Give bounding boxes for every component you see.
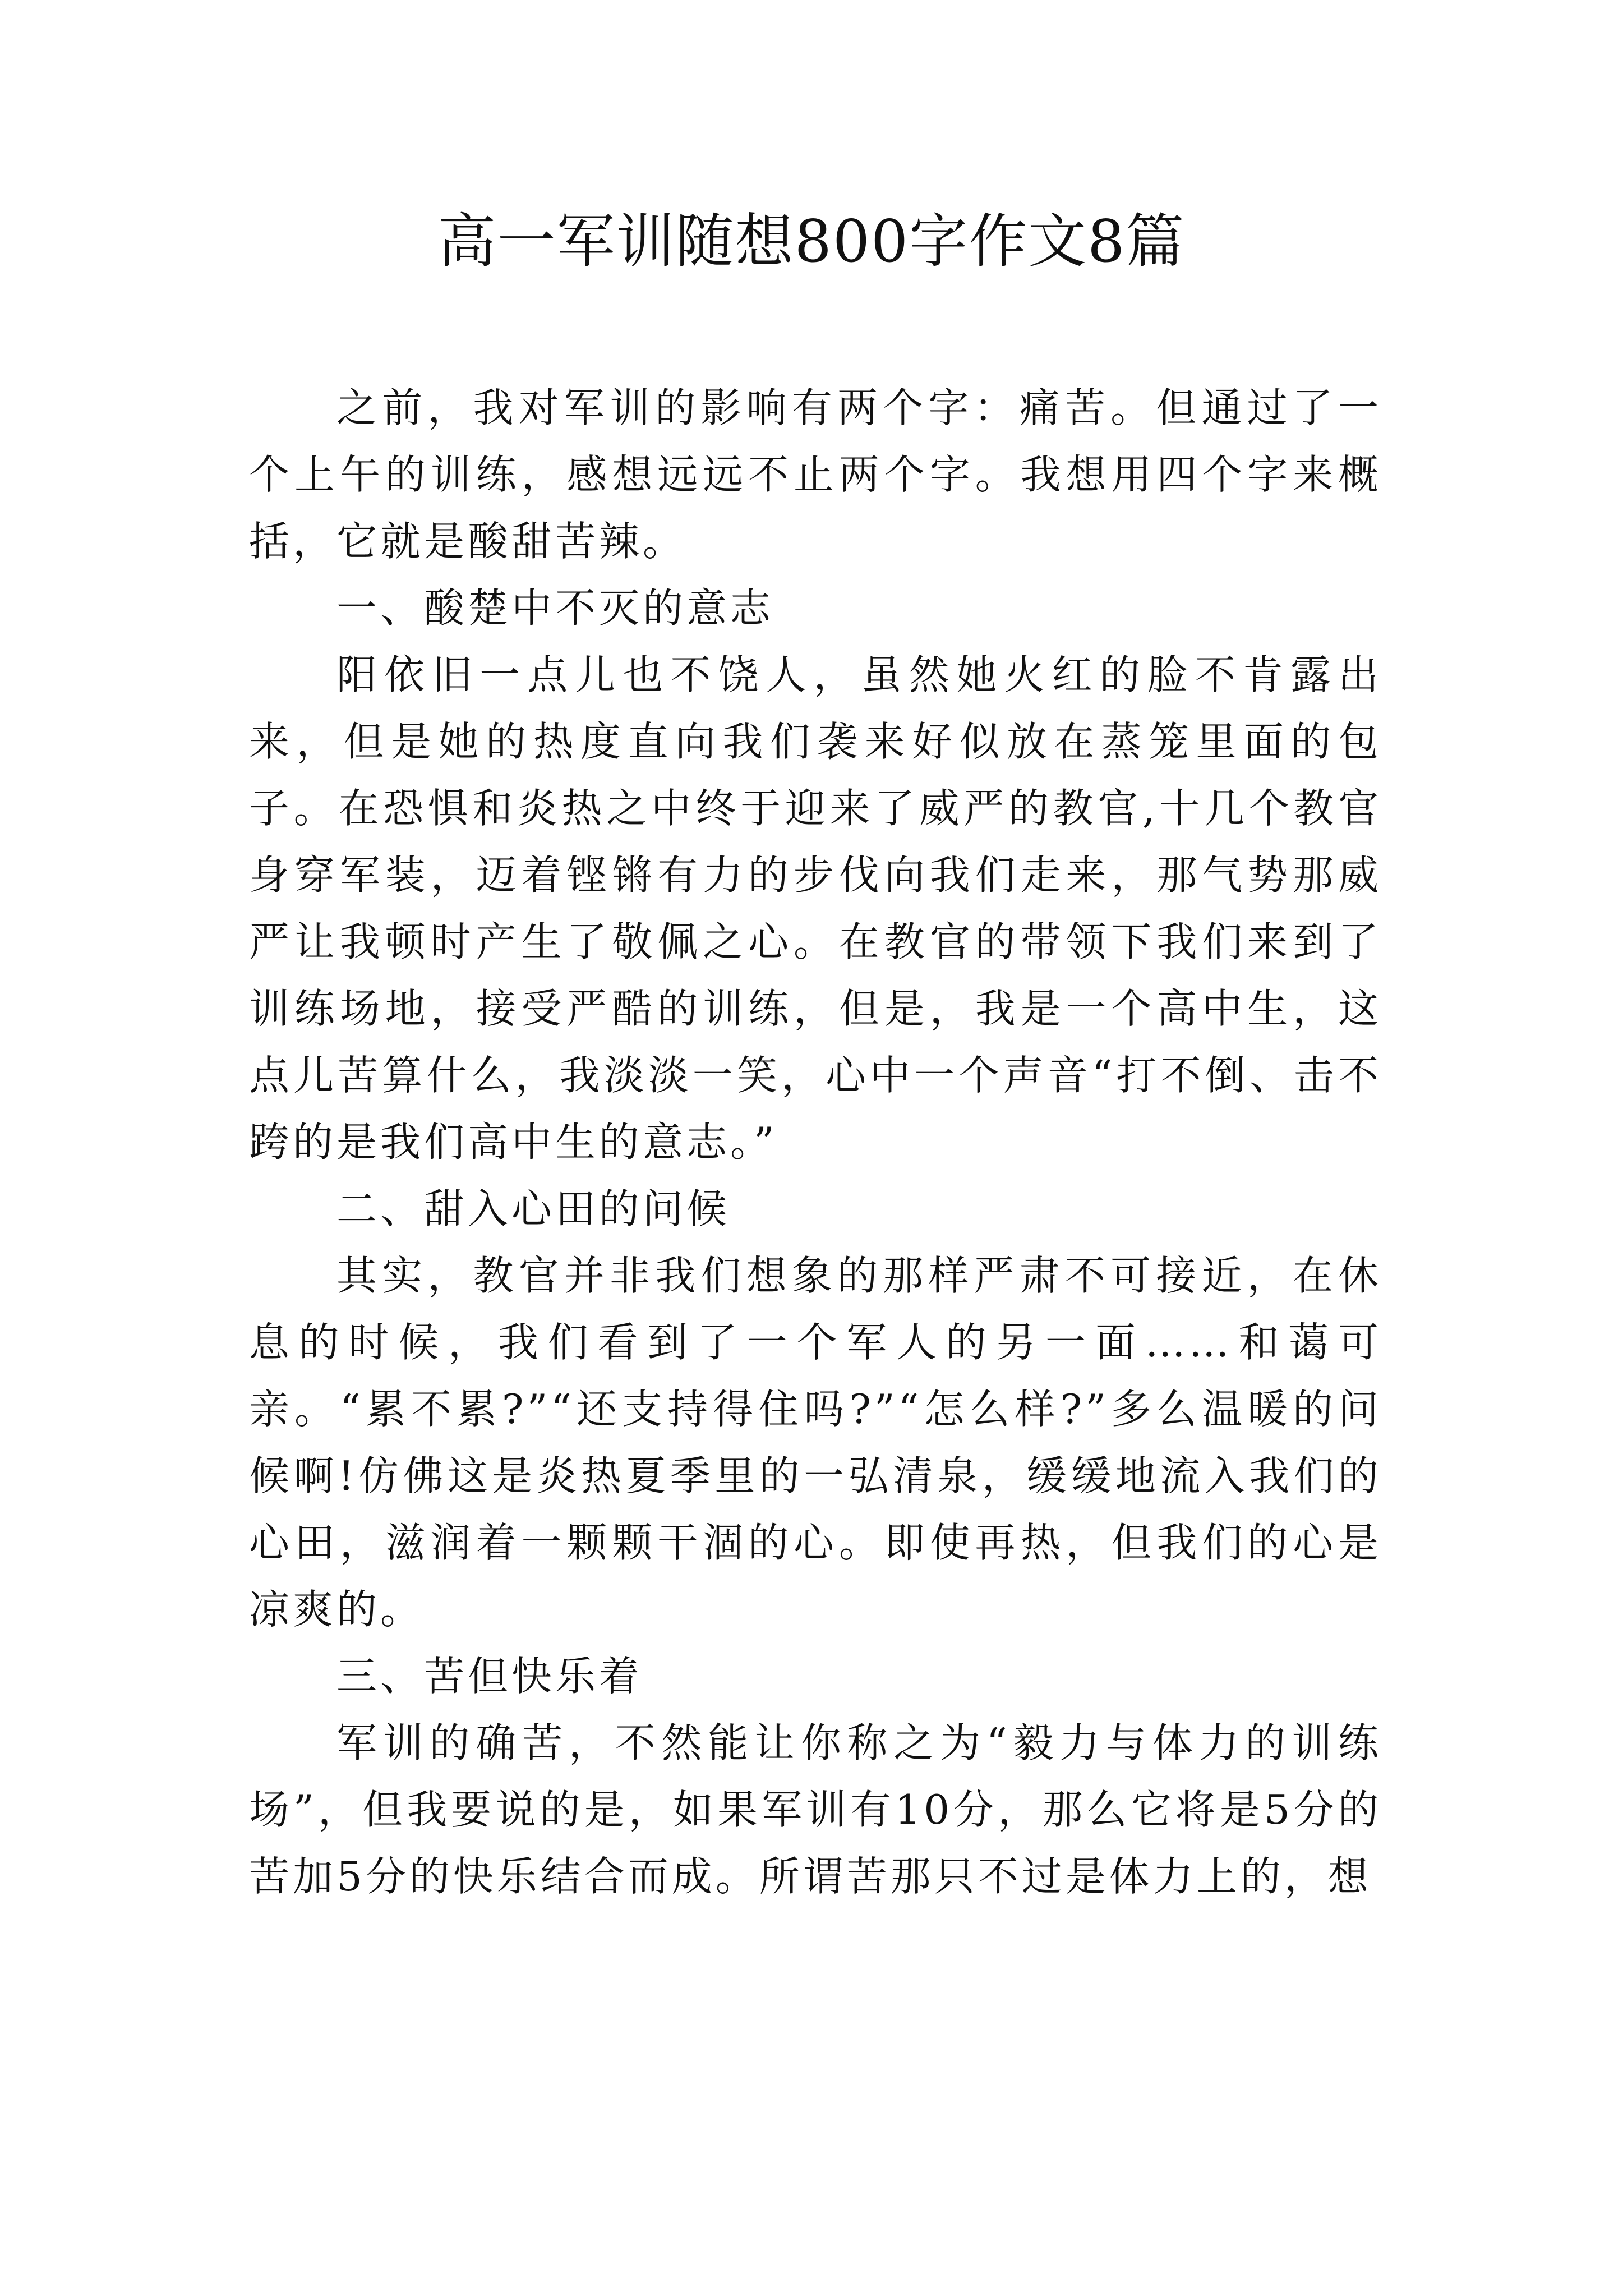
section-heading-1: 一、酸楚中不灭的意志	[336, 585, 774, 632]
paragraph-intro: 之前，我对军训的影响有两个字：痛苦。但通过了一个上午的训练，感想远远不止两个字。我想用四个字来概括，它就是酸甜苦辣。	[249, 384, 1382, 565]
section-heading-3: 三、苦但快乐着	[336, 1653, 643, 1700]
paragraph-section-3: 军训的确苦，不然能让你称之为“毅力与体力的训练场”，但我要说的是，如果军训有10分，那么它将是5分的苦加5分的快乐结合而成。所谓苦那只不过是体力上的，想	[249, 1719, 1382, 1900]
document-title: 高一军训随想800字作文8篇	[437, 207, 1186, 275]
paragraph-section-2: 其实，教官并非我们想象的那样严肃不可接近，在休息的时候，我们看到了一个军人的另一面……和蔼可亲。“累不累?”“还支持得住吗?”“怎么样?”多么温暖的问候啊!仿佛这是炎热夏季里的一弘清泉，缓缓地流入我们的心田，滋润着一颗颗干涸的心。即使再热，但我们的心是凉爽的。	[249, 1252, 1382, 1633]
document-body	[249, 375, 1382, 1910]
section-heading-2: 二、甜入心田的问候	[336, 1185, 731, 1232]
paragraph-section-1: 阳依旧一点儿也不饶人，虽然她火红的脸不肯露出来，但是她的热度直向我们袭来好似放在蒸笼里面的包子。在恐惧和炎热之中终于迎来了威严的教官,十几个教官身穿军装，迈着铿锵有力的步伐向我们走来，那气势那威严让我顿时产生了敬佩之心。在教官的带领下我们来到了训练场地，接受严酷的训练，但是，我是一个高中生，这点儿苦算什么，我淡淡一笑，心中一个声音“打不倒、击不跨的是我们高中生的意志。”	[249, 651, 1382, 1166]
